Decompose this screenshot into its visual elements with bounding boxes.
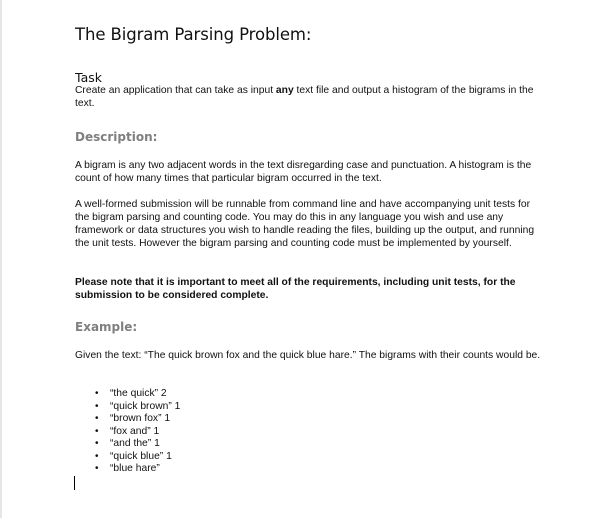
bullet-icon: •	[95, 413, 99, 424]
description-paragraph-2: A well-formed submission will be runnable from command line and have accompanying unit tests for the bigram parsing and counting code. You may do this in any language you wish and use any framework or data structures you wish to handle reading the files, building up the output, and running the unit tests. However the bigram parsing and counting code must be implemented by yourself.	[75, 199, 535, 249]
bigram-list-item	[95, 401, 180, 414]
bullet-icon: •	[95, 463, 99, 474]
task-text-after: text file and output a histogram of the bigrams in the text.	[75, 85, 534, 109]
task-paragraph	[75, 84, 543, 110]
task-text-before: Create an application that can take as input	[75, 85, 276, 96]
document-title: The Bigram Parsing Problem:	[75, 25, 312, 44]
requirements-note: Please note that it is important to meet all of the requirements, including unit tests, for the submission to be considered complete.	[75, 277, 516, 301]
description-heading: Description:	[75, 130, 158, 144]
bigram-list-item	[95, 438, 180, 451]
bigram-list	[95, 388, 180, 476]
bigram-list-item	[95, 388, 180, 401]
bullet-icon: •	[95, 425, 99, 437]
bigram-text: “blue hare”	[110, 463, 160, 474]
bigram-list-item	[95, 451, 180, 464]
bigram-text: “quick brown” 1	[110, 400, 181, 412]
bigram-text: “brown fox” 1	[110, 413, 171, 424]
bigram-text: “quick blue” 1	[110, 450, 172, 462]
bullet-icon: •	[95, 388, 99, 399]
bullet-icon: •	[95, 400, 99, 412]
bigram-list-item	[95, 413, 180, 426]
bullet-icon: •	[95, 438, 99, 449]
task-text-bold: any	[275, 85, 294, 96]
page-edge	[0, 0, 2, 518]
bullet-icon: •	[95, 450, 99, 462]
description-paragraph-1: A bigram is any two adjacent words in the text disregarding case and punctuation. A histogram is the count of how many times that particular bigram occurred in the text.	[75, 160, 532, 184]
example-intro: Given the text: “The quick brown fox and the quick blue hare.” The bigrams with their counts would be.	[75, 350, 541, 361]
text-cursor[interactable]	[74, 476, 75, 490]
task-heading: Task	[75, 70, 102, 85]
bigram-text: “fox and” 1	[110, 425, 160, 437]
bigram-list-item	[95, 426, 180, 439]
bigram-text: “the quick” 2	[110, 388, 167, 399]
example-heading: Example:	[75, 320, 138, 334]
bigram-list-item	[95, 463, 180, 476]
bigram-text: “and the” 1	[110, 438, 160, 449]
